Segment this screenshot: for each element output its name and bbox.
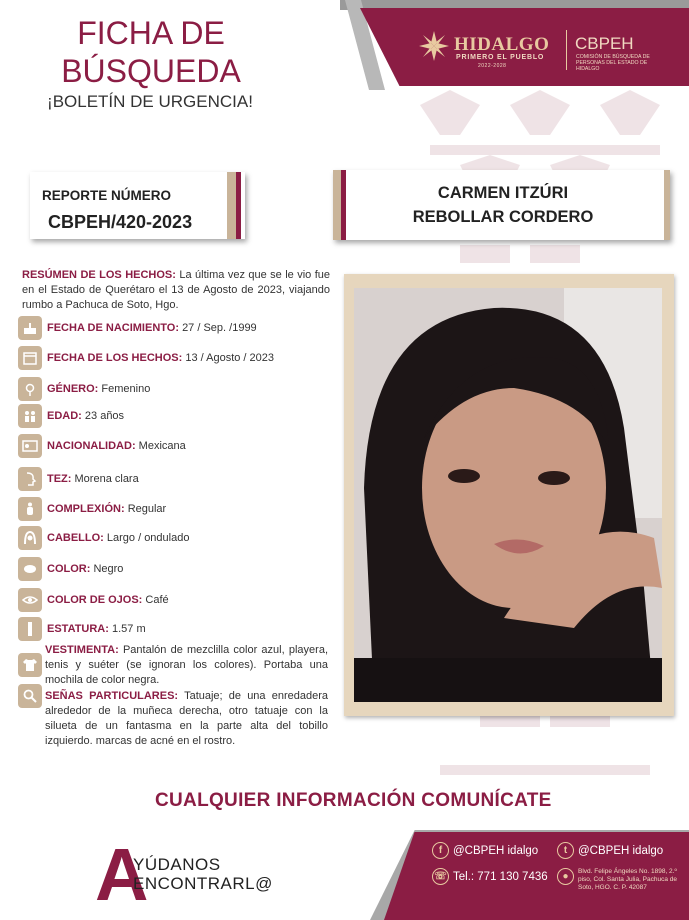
people-icon (18, 404, 42, 428)
estatura-label: ESTATURA: (47, 623, 109, 635)
help-line-2: ENCONTRARL@ (133, 874, 273, 893)
id-card-icon (18, 434, 42, 458)
person-name-line-1: CARMEN ITZÚRI (437, 184, 569, 202)
phone-contact[interactable] (432, 868, 548, 885)
shirt-icon (18, 653, 42, 677)
fact-cabello (18, 526, 189, 550)
resumen-paragraph (22, 268, 330, 313)
agency-full-name: COMISIÓN DE BÚSQUEDA DE PERSONAS DEL ESTADO DE HIDALGO (576, 54, 650, 72)
color-label: COLOR: (47, 563, 91, 575)
senas-label: SEÑAS PARTICULARES: (45, 690, 179, 702)
fact-tez (18, 467, 139, 491)
page-subtitle: ¡BOLETÍN DE URGENCIA! (47, 92, 253, 111)
card-accent-bar-right (664, 170, 670, 240)
logo-divider (566, 30, 567, 70)
title-line-2: BÚSQUEDA (61, 53, 241, 89)
hair-color-icon (18, 557, 42, 581)
fact-edad (18, 404, 124, 428)
logo-hidalgo: HIDALGO (454, 34, 550, 55)
portrait-illustration (354, 288, 662, 702)
ojos-value: Café (145, 594, 169, 606)
logo-slogan: PRIMERO EL PUEBLO (456, 54, 545, 61)
fact-fecha-hechos (18, 346, 274, 370)
address: Blvd. Felipe Ángeles No. 1898, 2.º piso, Col. Santa Julia, Pachuca de Soto, HGO. C. P. 42087 (578, 868, 678, 891)
body-icon (18, 497, 42, 521)
photo-frame (344, 274, 674, 716)
magnifier-icon (18, 684, 42, 708)
cta-heading: CUALQUIER INFORMACIÓN COMUNÍCATE (155, 790, 552, 811)
fact-color (18, 557, 123, 581)
fact-senas (18, 688, 328, 750)
vestimenta-paragraph (45, 643, 328, 688)
tez-label: TEZ: (47, 473, 72, 485)
twitter-contact[interactable] (557, 842, 663, 859)
report-label: REPORTE NÚMERO (42, 188, 172, 203)
facebook-icon: f (432, 842, 449, 859)
help-line-1: YÚDANOS (133, 855, 221, 874)
vestimenta-value: Pantalón de mezclilla color azul, playera, tenis y suéter (se ignoran los colores). Portaba una mochila de color negra. (45, 644, 328, 686)
calendar-icon (18, 346, 42, 370)
cabello-label: CABELLO: (47, 532, 104, 544)
agency-abbr: CBPEH (575, 34, 634, 53)
fact-complexion (18, 497, 166, 521)
facebook-handle: @CBPEH idalgo (453, 844, 539, 857)
name-card (333, 170, 670, 240)
fact-genero (18, 377, 150, 401)
location-pin-icon: ● (557, 868, 574, 885)
fact-nacimiento (18, 316, 257, 340)
senas-paragraph (45, 689, 328, 749)
twitter-handle: @CBPEH idalgo (578, 844, 664, 857)
card-accent-bar-left-red (341, 170, 346, 240)
nacionalidad-value: Mexicana (138, 440, 186, 452)
logo-years: 2022-2028 (478, 63, 507, 69)
hechos-label: FECHA DE LOS HECHOS: (47, 352, 183, 364)
gender-icon (18, 377, 42, 401)
color-value: Negro (93, 563, 124, 575)
page-title (46, 14, 256, 90)
cabello-value: Largo / ondulado (106, 532, 190, 544)
person-name-line-2: REBOLLAR CORDERO (412, 208, 594, 226)
person-photo (354, 288, 662, 702)
fact-vestimenta (18, 643, 328, 689)
nacimiento-label: FECHA DE NACIMIENTO: (47, 322, 179, 334)
help-letter: A (95, 833, 149, 916)
fact-nacionalidad (18, 434, 186, 458)
phone-number: Tel.: 771 130 7436 (453, 870, 548, 883)
hidalgo-star-icon (418, 30, 450, 62)
face-profile-icon (18, 467, 42, 491)
card-accent-bar-red (236, 172, 241, 239)
fact-estatura (18, 617, 146, 641)
nacimiento-value: 27 / Sep. /1999 (182, 322, 257, 334)
eye-icon (18, 588, 42, 612)
report-card (30, 172, 245, 239)
cake-icon (18, 316, 42, 340)
resumen-text: La última vez que se le vio fue en el Estado de Querétaro el 13 de Agosto de 2023, viajando rumbo a Pachuca de Soto, Hgo. (22, 269, 330, 311)
vestimenta-label: VESTIMENTA: (45, 644, 119, 656)
complexion-value: Regular (127, 503, 167, 515)
complexion-label: COMPLEXIÓN: (47, 503, 125, 515)
report-number: CBPEH/420-2023 (48, 212, 193, 232)
resumen-label: RESÚMEN DE LOS HECHOS: (22, 269, 176, 281)
senas-value: Tatuaje; de una enredadera alrededor de la muñeca derecha, otro tatuaje con la silueta de un fantasma en la parte alta del tobillo izquierdo. marcas de acné en el rostro. (45, 690, 328, 747)
title-line-1: FICHA DE (77, 15, 225, 51)
twitter-icon: t (557, 842, 574, 859)
hair-icon (18, 526, 42, 550)
edad-value: 23 años (84, 410, 125, 422)
fact-ojos (18, 588, 169, 612)
ruler-icon (18, 617, 42, 641)
genero-value: Femenino (101, 383, 151, 395)
nacionalidad-label: NACIONALIDAD: (47, 440, 136, 452)
genero-label: GÉNERO: (47, 383, 99, 395)
edad-label: EDAD: (47, 410, 82, 422)
tez-value: Morena clara (74, 473, 139, 485)
estatura-value: 1.57 m (111, 623, 146, 635)
phone-icon: ☏ (432, 868, 449, 885)
hechos-value: 13 / Agosto / 2023 (185, 352, 275, 364)
facebook-contact[interactable] (432, 842, 538, 859)
ojos-label: COLOR DE OJOS: (47, 594, 143, 606)
